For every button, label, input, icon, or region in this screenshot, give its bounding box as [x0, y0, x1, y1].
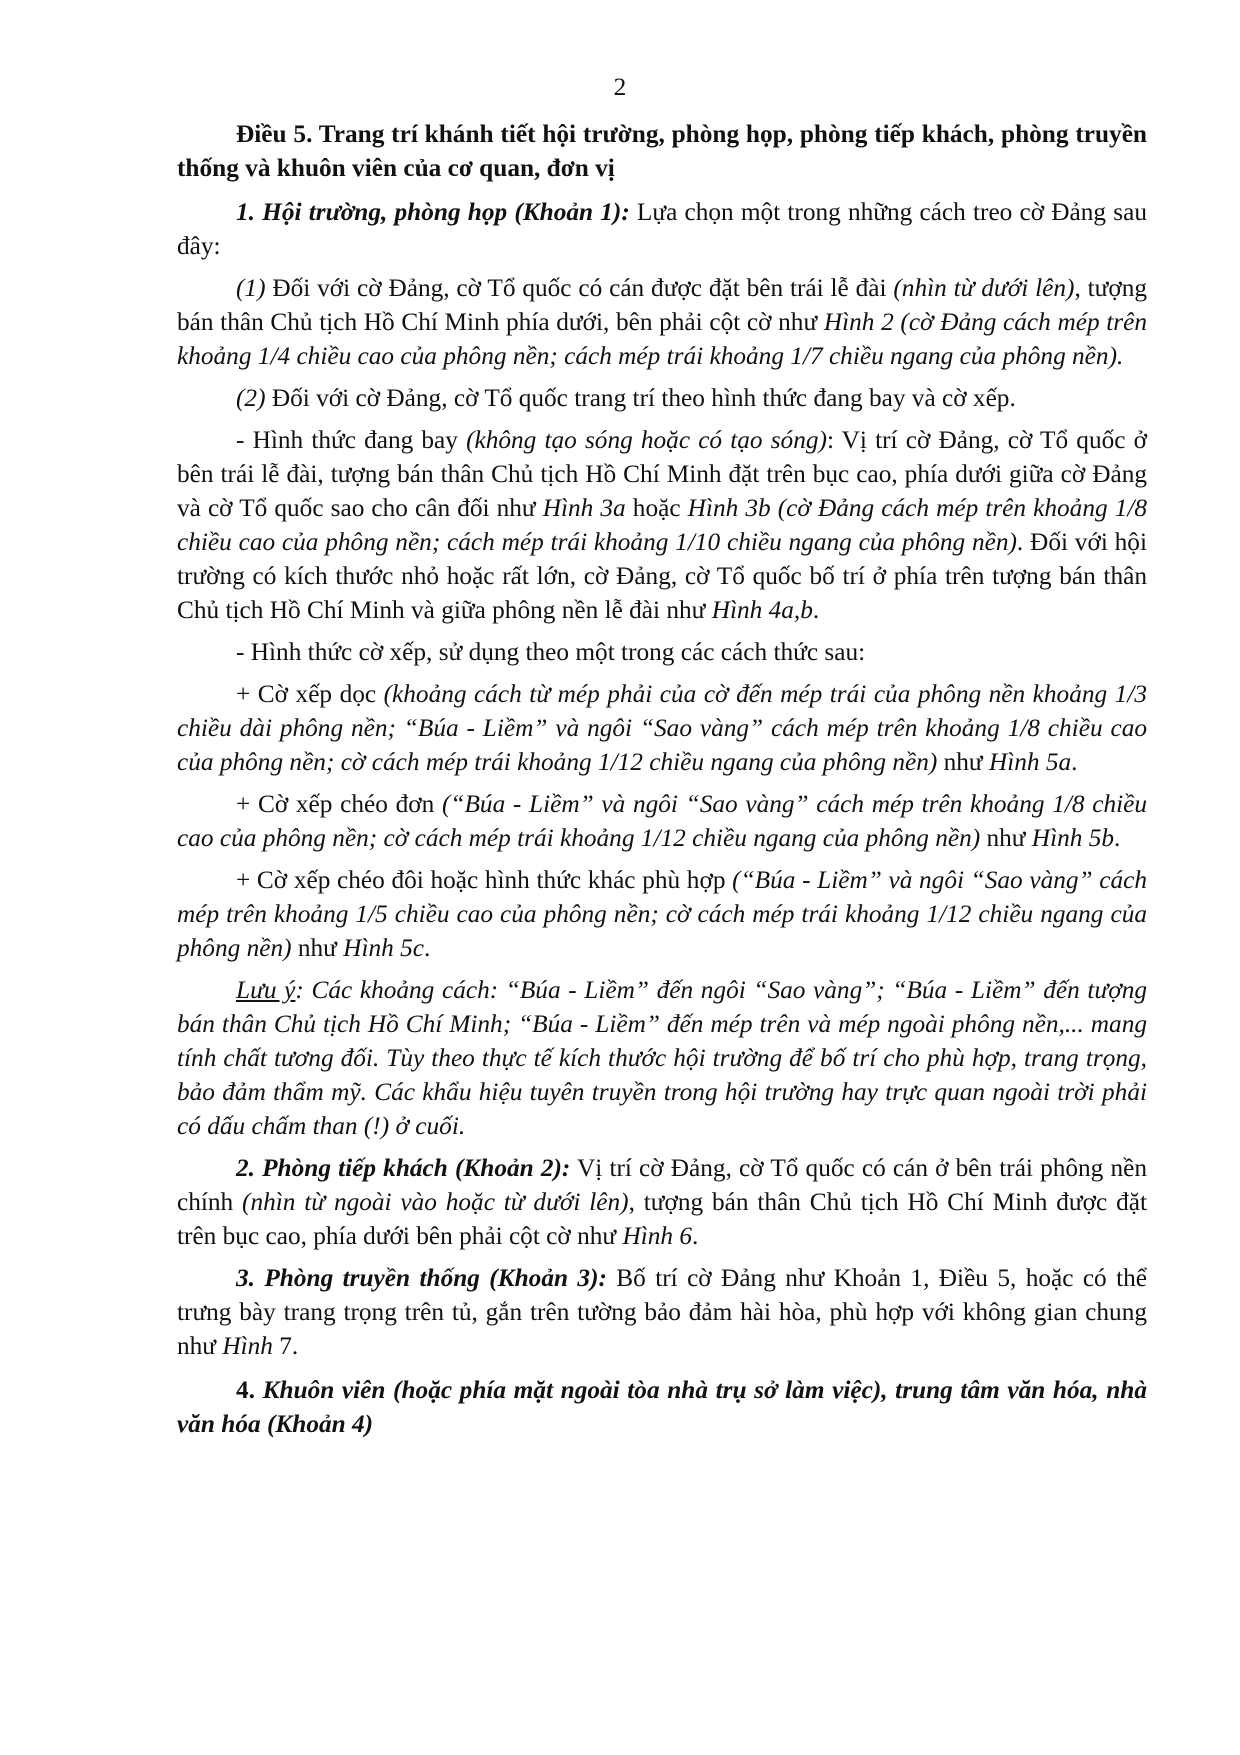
figure-ref-4ab: Hình 4a,b — [711, 596, 813, 624]
section-4-number: 4. — [236, 1376, 263, 1404]
paragraph-double-diagonal — [177, 863, 1147, 965]
paragraph-option-2 — [177, 381, 1147, 415]
flying-flag-spec: (cờ Đảng cách mép trên khoảng 1/8 chiều cao của phông nền; cách mép trái khoảng 1/10 chiều ngang của phông nền) — [177, 494, 1148, 556]
figure-ref-7-number: 7. — [272, 1332, 299, 1360]
section-2-text-2: , tượng bán thân Chủ tịch Hồ Chí Minh được đặt trên bục cao, phía dưới bên phải cột cờ như — [177, 1188, 1147, 1250]
double-diagonal-spec: (“Búa - Liềm” và ngôi “Sao vàng” cách mép trên khoảng 1/5 chiều cao của phông nền; cờ cách mép trái khoảng 1/12 chiều ngang của phông nền) — [177, 866, 1147, 962]
flying-flag-note: (không tạo sóng hoặc có tạo sóng) — [466, 426, 827, 454]
section-4-heading: Khuôn viên (hoặc phía mặt ngoài tòa nhà trụ sở làm việc), trung tâm văn hóa, nhà văn hóa (Khoản 4) — [177, 1376, 1148, 1438]
single-diagonal-text: như — [980, 824, 1032, 852]
figure-ref-5a: Hình 5a — [988, 748, 1072, 776]
section-1-heading: 1. Hội trường, phòng họp (Khoản 1): — [236, 198, 630, 226]
double-diagonal-label: + Cờ xếp chéo đôi hoặc hình thức khác phù hợp — [236, 866, 733, 894]
spacer — [771, 494, 778, 522]
option-2-text: Đối với cờ Đảng, cờ Tổ quốc trang trí theo hình thức đang bay và cờ xếp. — [265, 384, 1016, 412]
article-title: Điều 5. Trang trí khánh tiết hội trường, phòng họp, phòng tiếp khách, phòng truyền thống và khuôn viên của cơ quan, đơn vị — [177, 120, 1147, 182]
option-1-number: (1) — [236, 274, 266, 302]
section-2-paragraph — [177, 1151, 1147, 1253]
page-number: 2 — [613, 73, 627, 101]
option-1-spec: (cờ Đảng cách mép trên khoảng 1/4 chiều cao của phông nền; cách mép trái khoảng 1/7 chiều ngang của phông nền). — [177, 308, 1148, 370]
option-1-note: (nhìn từ dưới lên) — [893, 274, 1075, 302]
option-1-text-2: , tượng bán thân Chủ tịch Hồ Chí Minh phía dưới, bên phải cột cờ như — [177, 274, 1148, 336]
note-label: Lưu ý — [236, 976, 296, 1004]
figure-ref-3a: Hình 3a — [542, 494, 626, 522]
period: . — [423, 934, 431, 962]
section-3-paragraph — [177, 1261, 1147, 1363]
vertical-fold-text: như — [937, 748, 989, 776]
section-1-text: Lựa chọn một trong những cách treo cờ Đảng sau đây: — [177, 198, 1147, 260]
period: . — [1071, 748, 1078, 776]
conjunction: hoặc — [625, 494, 688, 522]
section-3-text: Bố trí cờ Đảng như Khoản 1, Điều 5, hoặc có thể trưng bày trang trọng trên tủ, gắn trên tường bảo đảm hài hòa, phù hợp với không gian chung như — [177, 1264, 1147, 1360]
document-body — [177, 117, 1147, 1449]
period: . — [812, 596, 820, 624]
figure-ref-3b: Hình 3b — [687, 494, 771, 522]
period: . — [692, 1222, 699, 1250]
note-text: : Các khoảng cách: “Búa - Liềm” đến ngôi “Sao vàng”; “Búa - Liềm” đến tượng bán thân Chủ tịch Hồ Chí Minh; “Búa - Liềm” đến mép trên và mép ngoài phông nền,... mang tính chất tương đối. Tùy theo thực tế kích thước hội trường để bố trí cho phù hợp, trang trọng, bảo đảm thẩm mỹ. Các khẩu hiệu tuyên truyền trong hội trường hay trực quan ngoài trời phải có dấu chấm than (!) ở cuối. — [177, 976, 1147, 1140]
paragraph-note — [177, 973, 1147, 1143]
single-diagonal-spec: (“Búa - Liềm” và ngôi “Sao vàng” cách mép trên khoảng 1/8 chiều cao của phông nền; cờ cách mép trái khoảng 1/12 chiều ngang của phông nền) — [177, 790, 1147, 852]
figure-ref-7-label: Hình — [222, 1332, 273, 1360]
paragraph-single-diagonal — [177, 787, 1147, 855]
section-3-heading: 3. Phòng truyền thống (Khoản 3): — [236, 1264, 607, 1292]
section-2-text: Vị trí cờ Đảng, cờ Tổ quốc có cán ở bên trái phông nền chính — [177, 1154, 1147, 1216]
section-2-note: (nhìn từ ngoài vào hoặc từ dưới lên) — [242, 1188, 629, 1216]
single-diagonal-label: + Cờ xếp chéo đơn — [236, 790, 442, 818]
figure-ref-6: Hình 6 — [622, 1222, 693, 1250]
option-1-text: Đối với cờ Đảng, cờ Tổ quốc có cán được đặt bên trái lễ đài — [265, 274, 894, 302]
period: . — [1114, 824, 1121, 852]
paragraph-option-1 — [177, 271, 1147, 373]
option-2-number: (2) — [236, 384, 266, 412]
paragraph-vertical-fold — [177, 677, 1147, 779]
figure-ref-5b: Hình 5b — [1031, 824, 1115, 852]
flying-flag-label: - Hình thức đang bay — [236, 426, 467, 454]
figure-ref-5c: Hình 5c — [343, 934, 424, 962]
figure-ref-2: Hình 2 — [823, 308, 894, 336]
paragraph-flying-flag — [177, 423, 1147, 627]
vertical-fold-spec: (khoảng cách từ mép phải của cờ đến mép trái của phông nền khoảng 1/3 chiều dài phông nền; “Búa - Liềm” và ngôi “Sao vàng” cách mép trên khoảng 1/8 chiều cao của phông nền; cờ cách mép trái khoảng 1/12 chiều ngang của phông nền) — [177, 680, 1147, 776]
section-4-paragraph — [177, 1373, 1147, 1441]
flying-flag-text-2: . Đối với hội trường có kích thước nhỏ hoặc rất lớn, cờ Đảng, cờ Tổ quốc bố trí ở phía trên tượng bán thân Chủ tịch Hồ Chí Minh và giữa phông nền lễ đài như — [177, 528, 1147, 624]
flying-flag-text: : Vị trí cờ Đảng, cờ Tổ quốc ở bên trái lễ đài, tượng bán thân Chủ tịch Hồ Chí Minh đặt trên bục cao, phía dưới giữa cờ Đảng và cờ Tổ quốc sao cho cân đối như — [177, 426, 1148, 522]
vertical-fold-label: + Cờ xếp dọc — [236, 680, 384, 708]
section-2-heading: 2. Phòng tiếp khách (Khoản 2): — [236, 1154, 571, 1182]
paragraph-folded-flag: - Hình thức cờ xếp, sử dụng theo một trong các cách thức sau: — [236, 638, 866, 666]
double-diagonal-text: như — [291, 934, 344, 962]
section-1-paragraph — [177, 195, 1147, 263]
